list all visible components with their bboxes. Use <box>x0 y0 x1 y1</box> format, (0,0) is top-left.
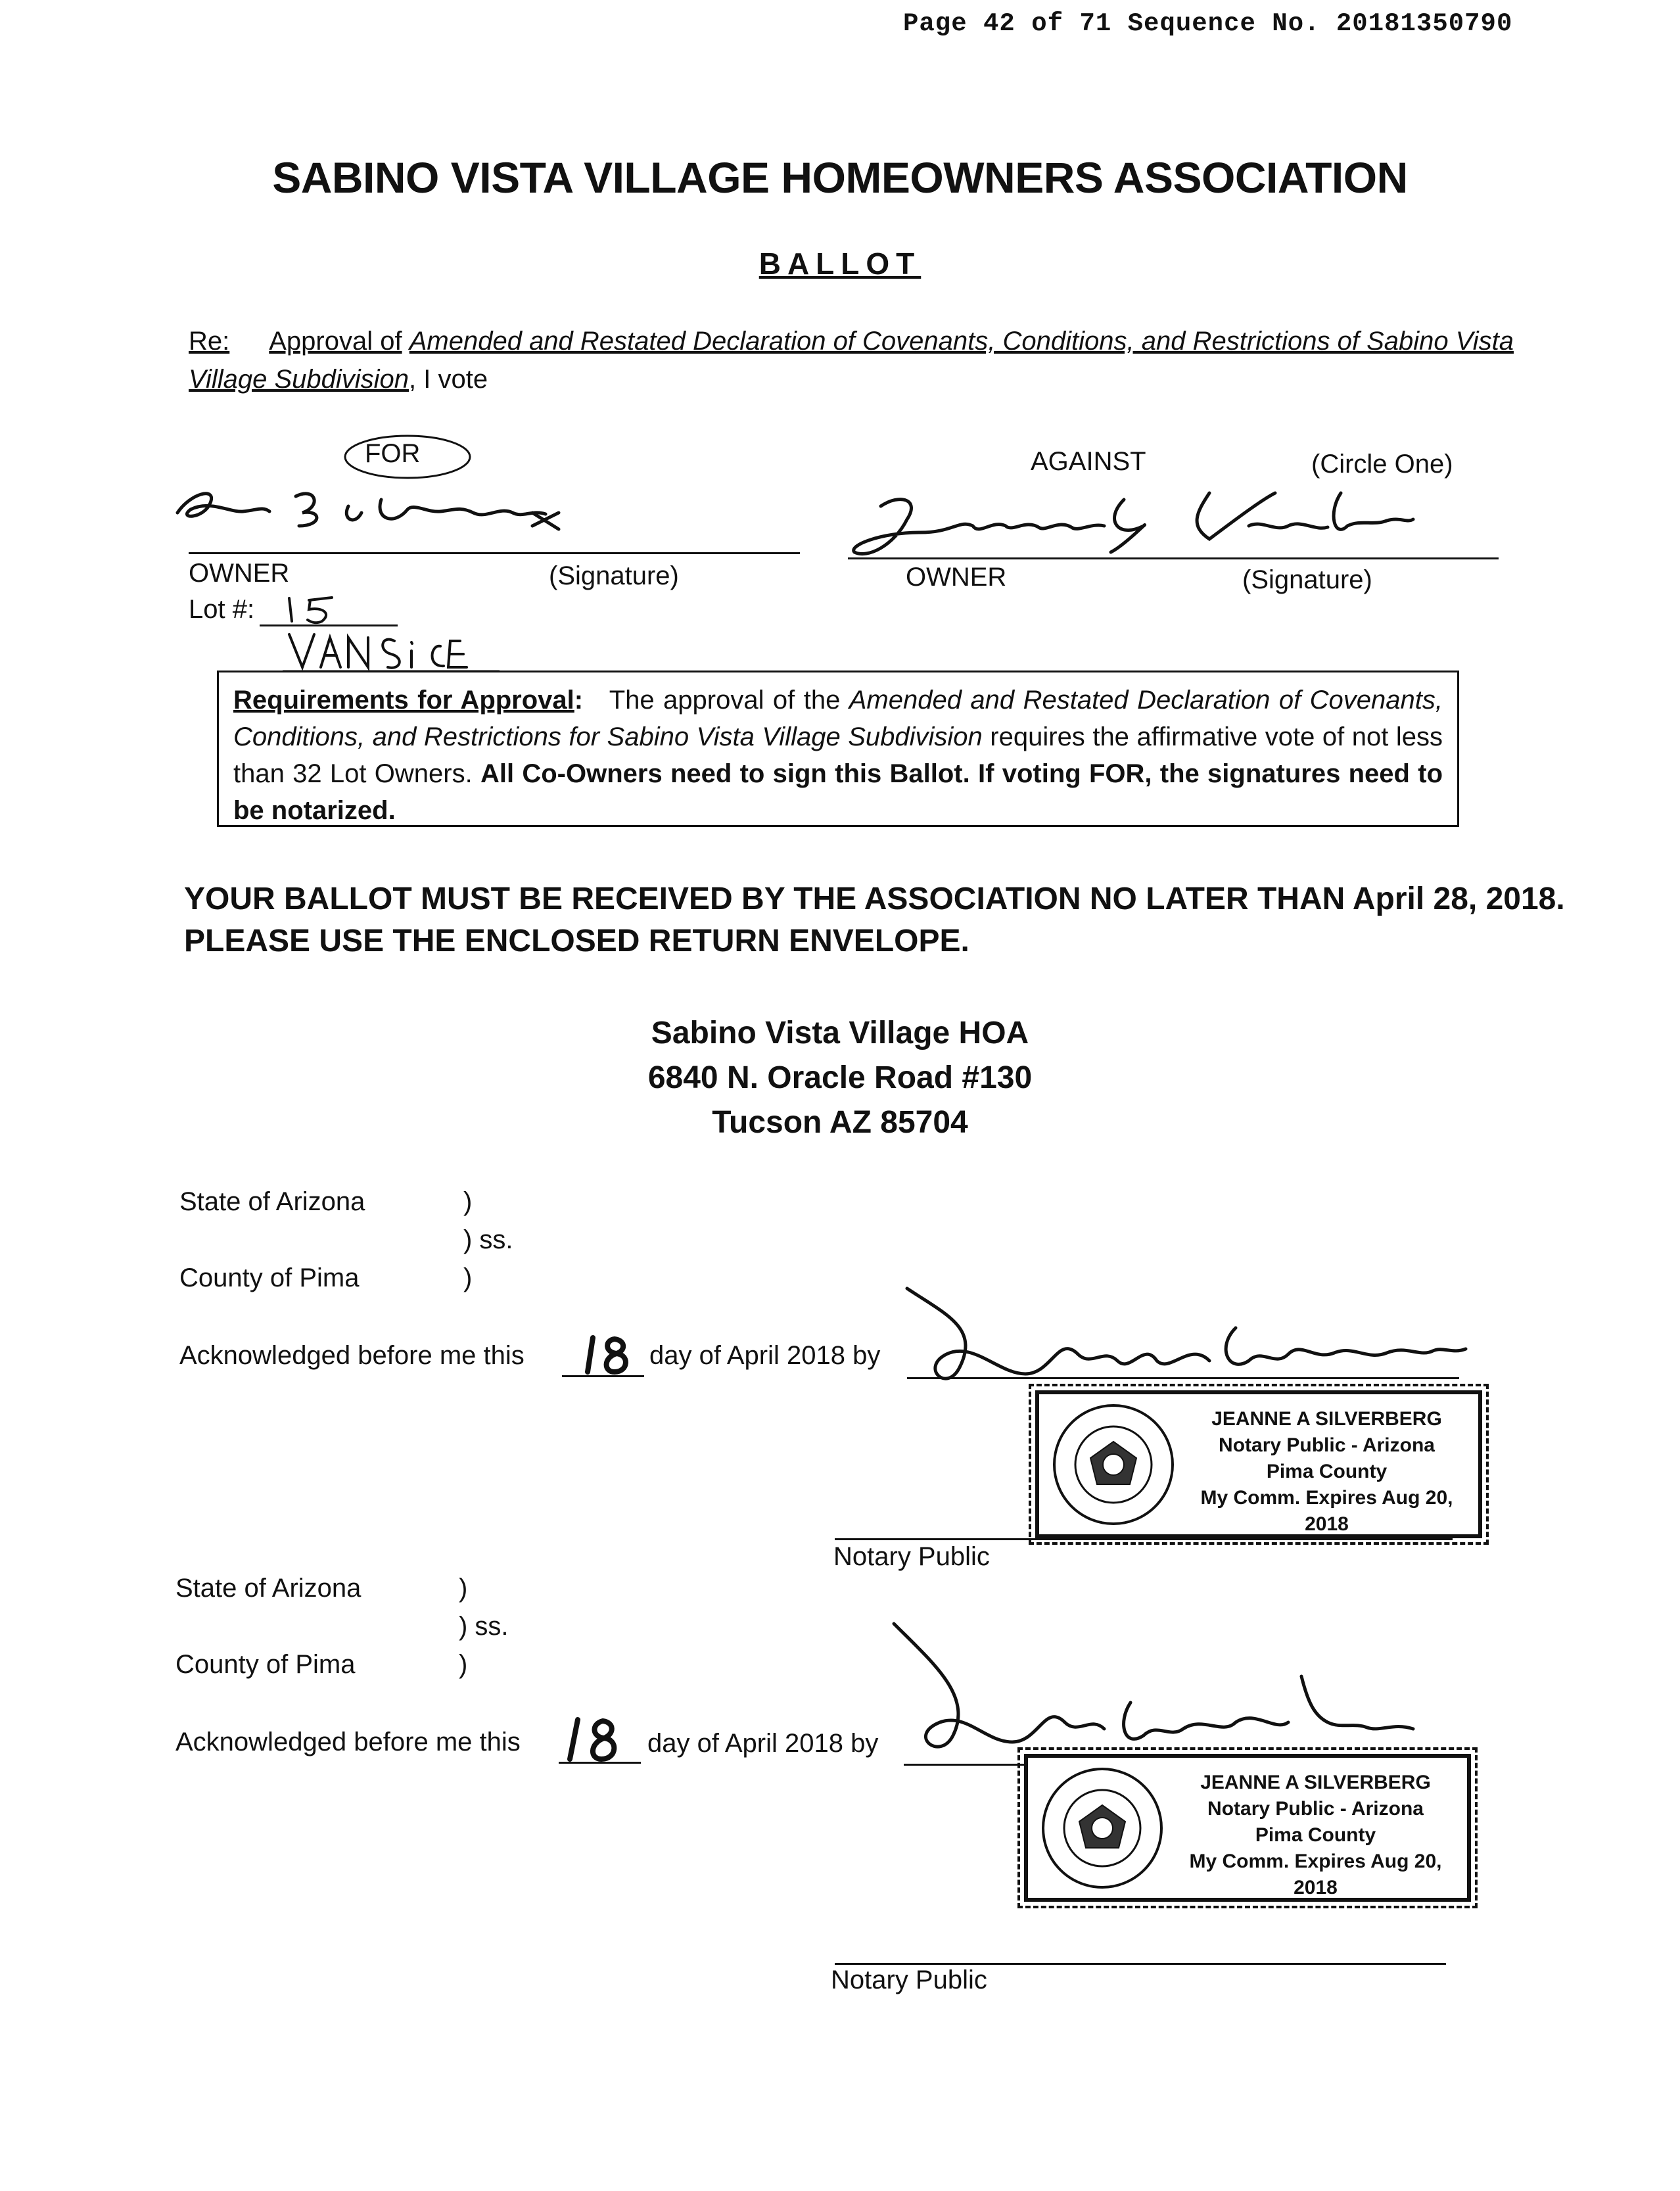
requirements-bold-notice: All Co-Owners need to sign this Ballot. If voting FOR, the signatures need to be notarized. <box>233 759 1443 825</box>
notary2-ack-before: Acknowledged before me this <box>175 1728 521 1756</box>
notary2-ack-after: day of April 2018 by <box>647 1729 879 1758</box>
owner-signature-1 <box>164 473 572 559</box>
owner-label-2: OWNER <box>906 563 1007 592</box>
notary2-state-seal-icon <box>1040 1766 1165 1891</box>
notary1-county: County of Pima <box>179 1263 360 1292</box>
notary2-ss: ) ss. <box>459 1612 509 1641</box>
signature-label-1: (Signature) <box>549 561 679 590</box>
notary2-stamp-county: Pima County <box>1255 1824 1376 1846</box>
notary1-stamp-county: Pima County <box>1266 1461 1388 1482</box>
notary1-notary-line <box>835 1538 1453 1540</box>
re-document-title: Amended and Restated Declaration of Covenants, Conditions, and Restrictions of Sabino Vista Village Subdivision <box>189 327 1514 394</box>
re-approval-of: Approval of <box>269 327 402 356</box>
notary2-day-handwritten <box>562 1714 634 1764</box>
re-statement <box>189 322 1516 398</box>
vote-against-option: AGAINST <box>1031 447 1146 476</box>
page-header: Page 42 of 71 Sequence No. 20181350790 <box>903 9 1513 38</box>
notary1-day-handwritten <box>578 1331 644 1377</box>
owner-signature-line-2 <box>848 557 1499 559</box>
re-tail: , I vote <box>409 365 488 394</box>
requirements-colon: : <box>574 686 584 715</box>
notary1-state: State of Arizona <box>179 1187 365 1216</box>
owner-signature-line-1 <box>189 552 800 554</box>
requirements-box <box>217 671 1459 827</box>
notary1-stamp-expires: My Comm. Expires Aug 20, 2018 <box>1200 1487 1453 1535</box>
document-title: SABINO VISTA VILLAGE HOMEOWNERS ASSOCIATION <box>272 153 1408 202</box>
notary1-stamp-title: Notary Public - Arizona <box>1219 1434 1435 1456</box>
address-line-3: Tucson AZ 85704 <box>712 1105 968 1140</box>
owner-label-1: OWNER <box>189 559 290 588</box>
notary2-county: County of Pima <box>175 1650 356 1679</box>
notary2-stamp <box>1024 1754 1471 1902</box>
lot-label: Lot #: <box>189 595 255 624</box>
notary1-ack-before: Acknowledged before me this <box>179 1341 525 1370</box>
notary1-ack-after: day of April 2018 by <box>649 1341 881 1370</box>
requirements-label: Requirements for Approval <box>233 686 574 715</box>
signature-label-2: (Signature) <box>1242 565 1372 594</box>
notary1-paren-2: ) <box>463 1263 473 1292</box>
re-label: Re: <box>189 327 230 356</box>
vote-for-option: FOR <box>365 439 421 468</box>
requirements-text-1: The approval of the <box>609 686 849 715</box>
notary1-signature <box>907 1275 1472 1407</box>
notary1-stamp <box>1035 1390 1482 1538</box>
notary1-notary-public: Notary Public <box>833 1542 990 1571</box>
notary2-notary-line <box>835 1963 1446 1965</box>
notary1-ss: ) ss. <box>463 1225 513 1254</box>
notary2-signature <box>894 1624 1446 1775</box>
notary1-paren-1: ) <box>463 1187 473 1216</box>
circle-one-instruction: (Circle One) <box>1311 450 1453 479</box>
notary1-stamp-name: JEANNE A SILVERBERG <box>1211 1408 1442 1430</box>
address-line-2: 6840 N. Oracle Road #130 <box>647 1060 1033 1095</box>
deadline-line-1: YOUR BALLOT MUST BE RECEIVED BY THE ASSOCIATION NO LATER THAN April 28, 2018. <box>184 882 1565 916</box>
notary2-stamp-name: JEANNE A SILVERBERG <box>1200 1772 1431 1793</box>
owner-name-handwritten <box>283 628 506 674</box>
lot-number-handwritten <box>283 588 348 628</box>
deadline-line-2: PLEASE USE THE ENCLOSED RETURN ENVELOPE. <box>184 924 969 958</box>
notary2-stamp-title: Notary Public - Arizona <box>1207 1798 1424 1820</box>
notary2-stamp-expires: My Comm. Expires Aug 20, 2018 <box>1189 1850 1442 1898</box>
ballot-heading: BALLOT <box>758 247 922 281</box>
requirements-text-2: requires the affirmative vote of not less than 32 Lot Owners. <box>233 722 1443 788</box>
requirements-document-title: Amended and Restated Declaration of Covenants, Conditions, and Restrictions for Sabino Vista Village Subdivision <box>233 686 1443 751</box>
notary2-paren-2: ) <box>459 1650 468 1679</box>
notary2-paren-1: ) <box>459 1574 468 1603</box>
address-line-1: Sabino Vista Village HOA <box>651 1016 1029 1050</box>
notary2-state: State of Arizona <box>175 1574 362 1603</box>
notary2-notary-public: Notary Public <box>831 1966 987 1994</box>
notary1-state-seal-icon <box>1051 1402 1176 1527</box>
